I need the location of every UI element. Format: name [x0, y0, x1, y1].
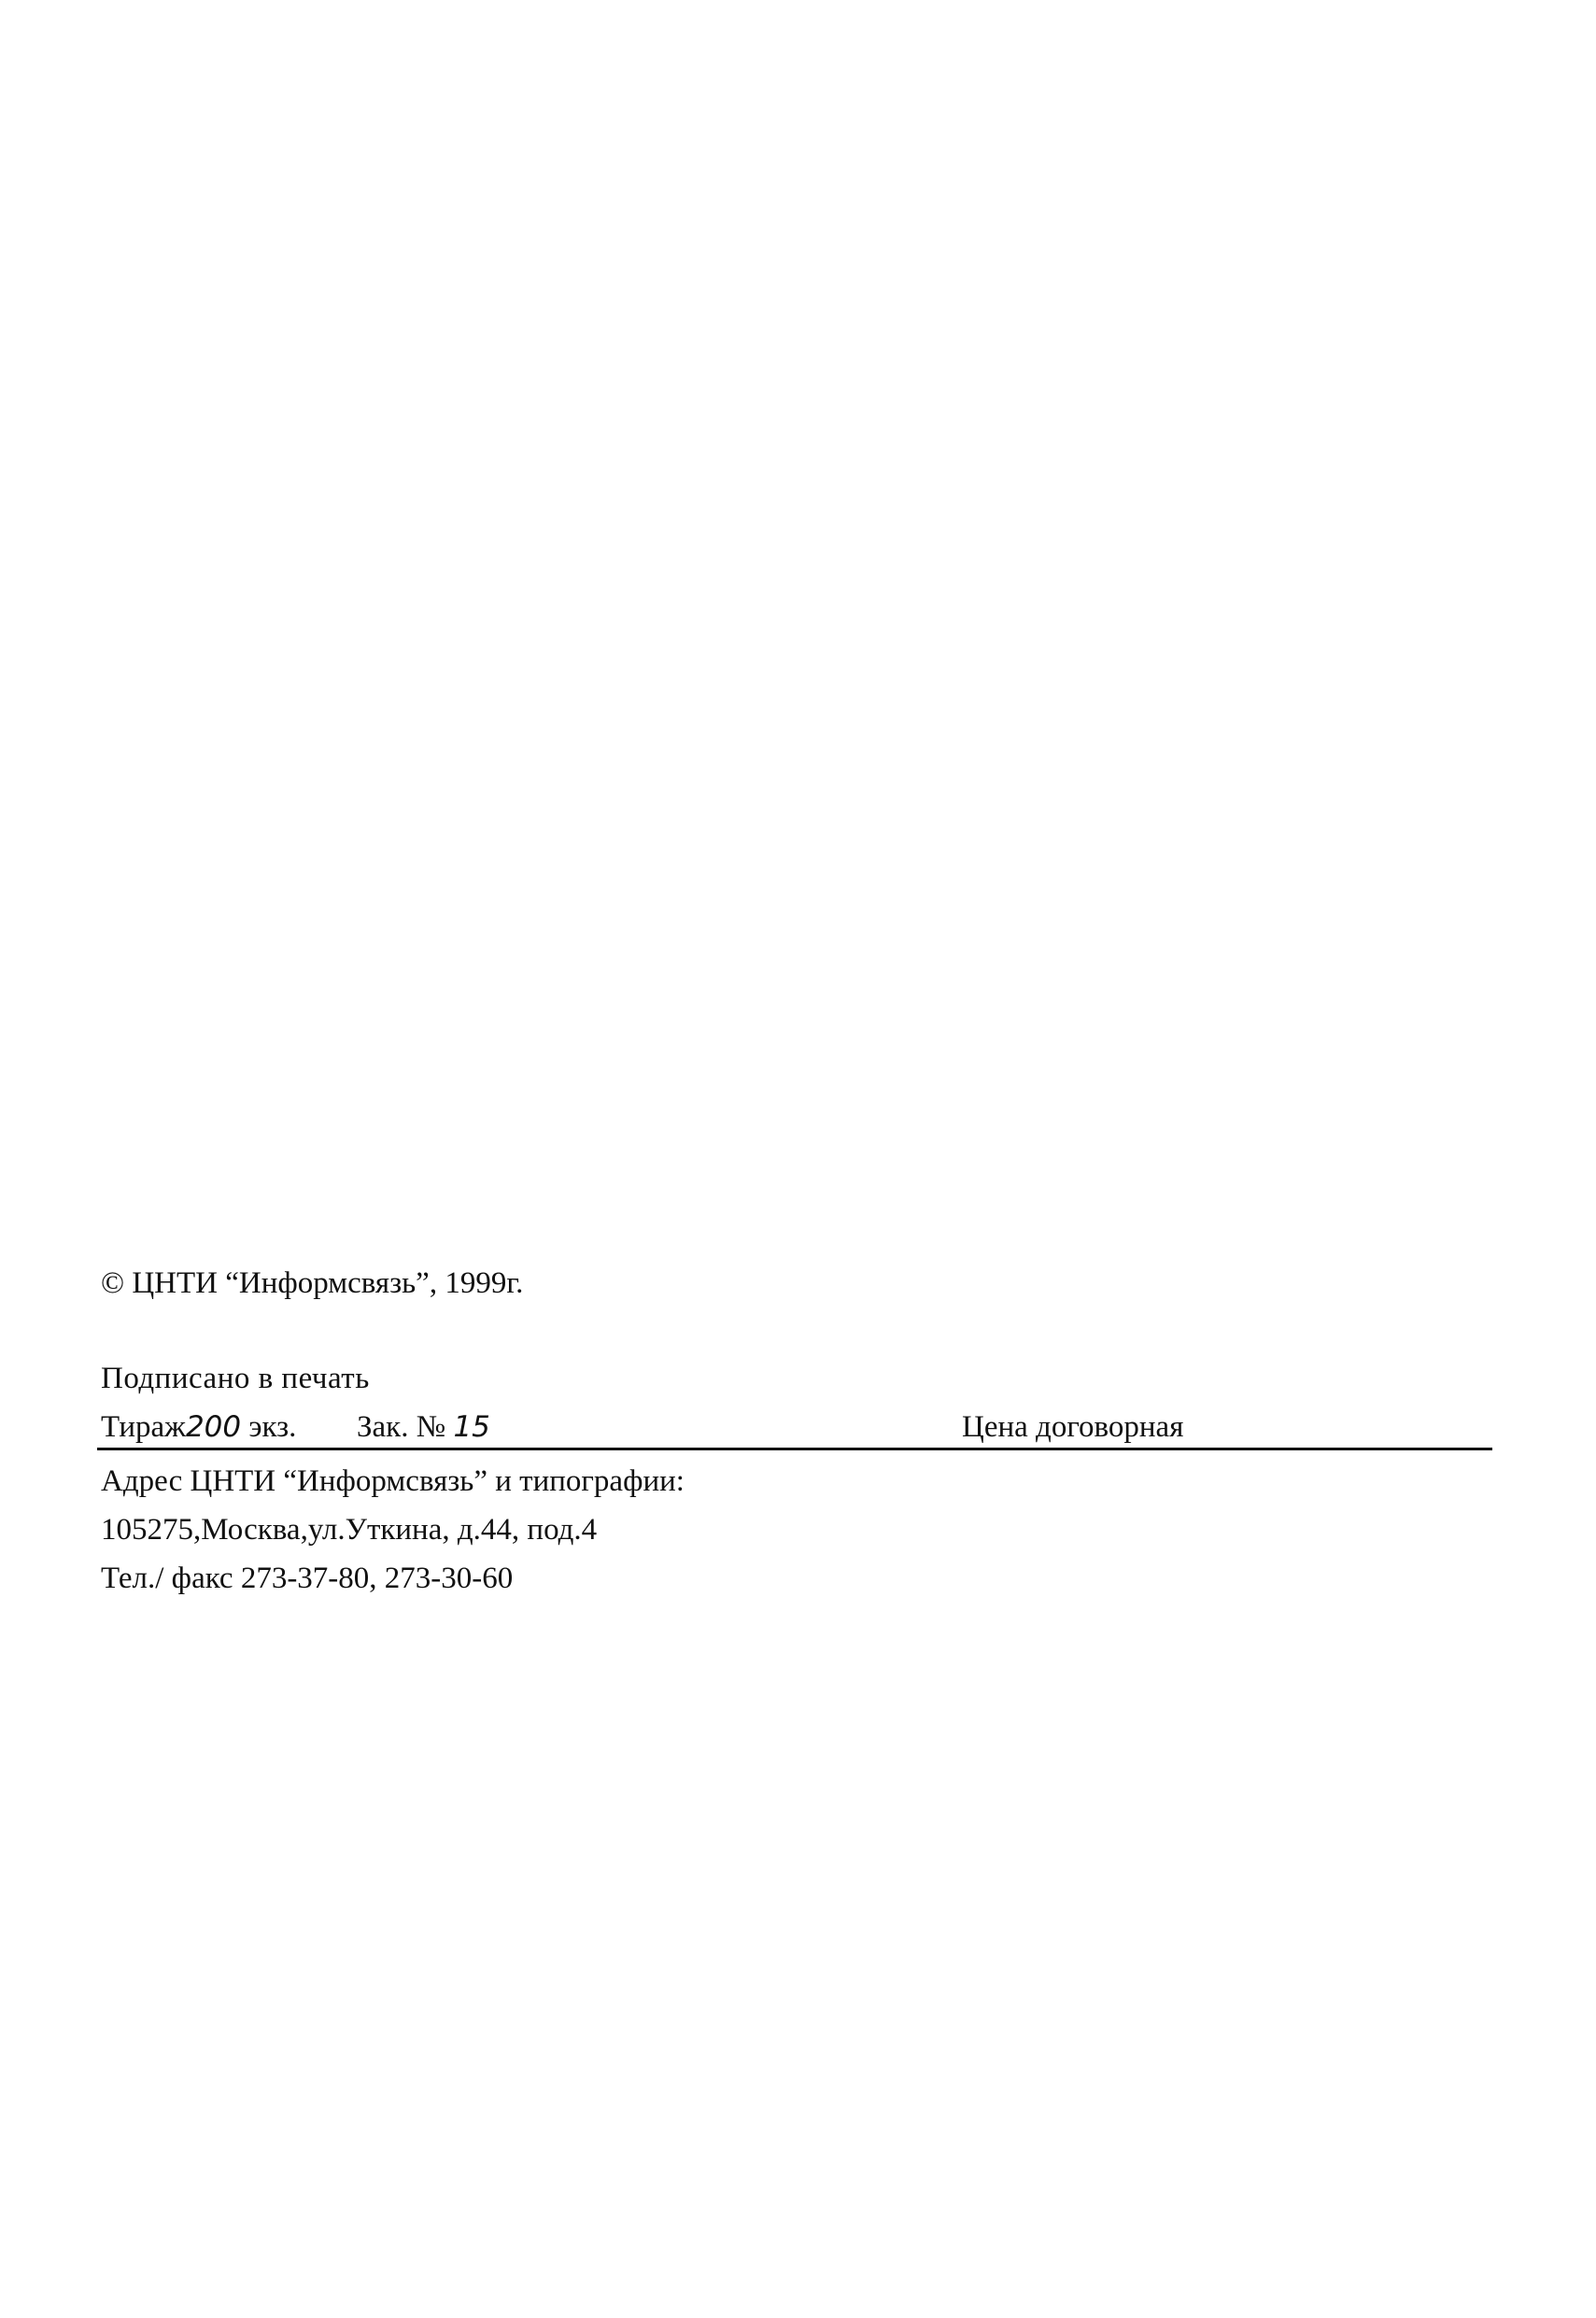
print-run-row — [97, 1408, 1492, 1450]
signed-for-print-line: Подписано в печать — [101, 1362, 370, 1395]
order-number — [357, 1412, 490, 1443]
print-run-label: Тираж — [101, 1410, 186, 1444]
order-label: Зак. № — [357, 1410, 446, 1444]
print-run-value: 200 — [185, 1410, 242, 1444]
print-run-unit: экз. — [248, 1410, 297, 1444]
address-line: 105275,Москва,ул.Уткина, д.44, под.4 — [101, 1513, 598, 1547]
price-text: Цена договорная — [962, 1410, 1184, 1444]
print-run — [101, 1412, 296, 1443]
phone-line: Тел./ факс 273-37-80, 273-30-60 — [101, 1562, 514, 1595]
address-title: Адрес ЦНТИ “Информсвязь” и типографии: — [101, 1464, 685, 1498]
copyright-line: © ЦНТИ “Информсвязь”, 1999г. — [101, 1266, 524, 1300]
order-value: 15 — [453, 1410, 490, 1444]
